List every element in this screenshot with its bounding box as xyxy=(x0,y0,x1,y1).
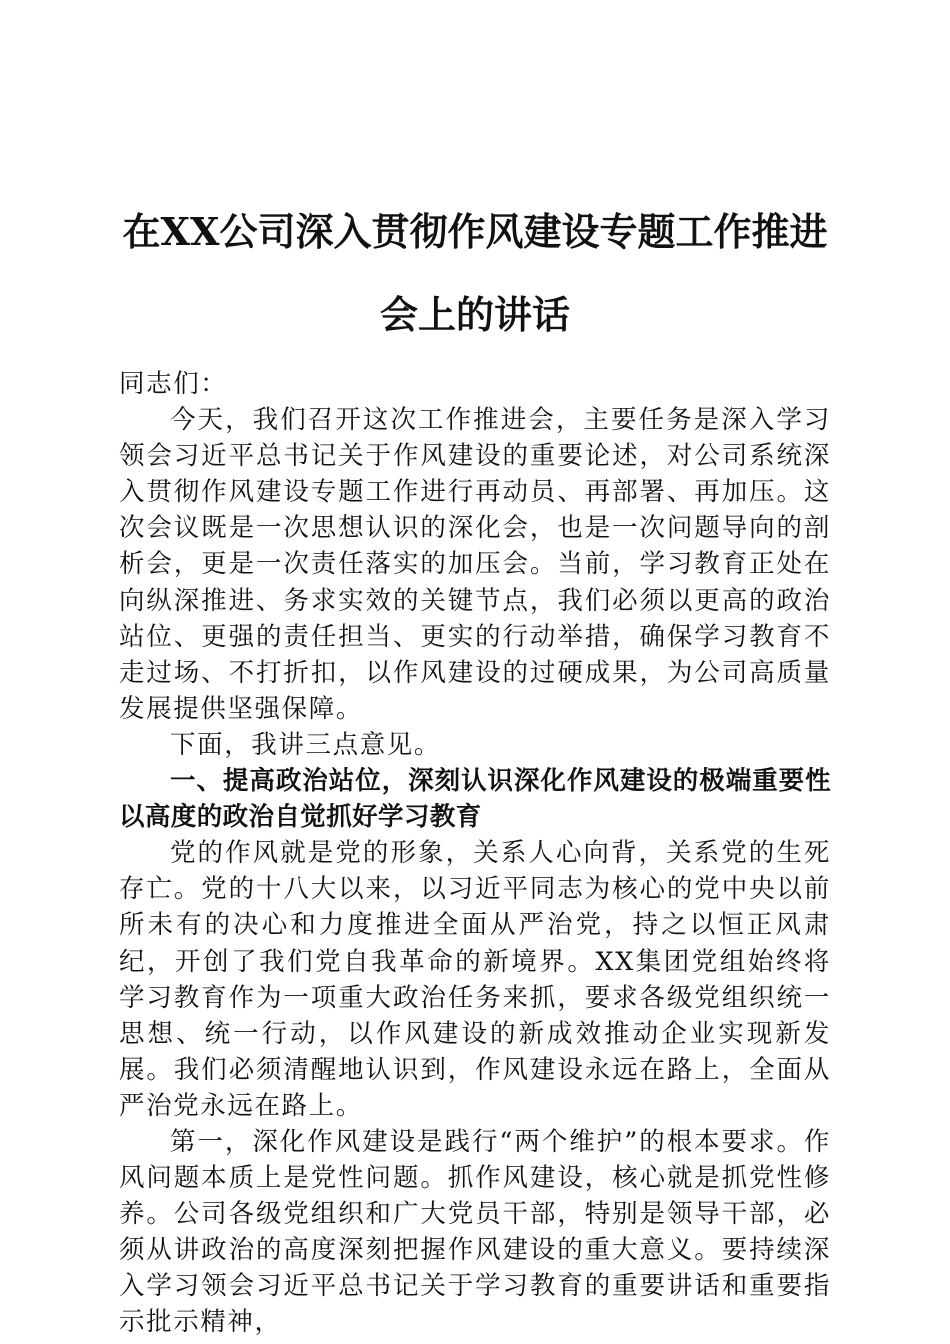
paragraph-intro-points: 下面，我讲三点意见。 xyxy=(170,729,442,760)
document-body xyxy=(119,366,831,1341)
section-heading: 一、提高政治站位，深刻认识深化作风建设的极端重要性以高度的政治自觉抓好学习教育 xyxy=(119,766,831,833)
paragraph-section-body: 党的作风就是党的形象，关系人心向背，关系党的生死存亡。党的十八大以来，以习近平同志为核心的党中央以前所未有的决心和力度推进全面从严治党，持之以恒正风肃纪，开创了我们党自我革命的新境界。XX集团党组始终将学习教育作为一项重大政治任务来抓，要求各级党组织统一思想、统一行动，以作风建设的新成效推动企业实现新发展。我们必须清醒地认识到，作风建设永远在路上，全面从严治党永远在路上。 xyxy=(119,838,831,1121)
paragraph-first-point: 第一，深化作风建设是践行“两个维护”的根本要求。作风问题本质上是党性问题。抓作风建设，核心就是抓党性修养。公司各级党组织和广大党员干部，特别是领导干部，必须从讲政治的高度深刻把握作风建设的重大意义。要持续深入学习领会习近平总书记关于学习教育的重要讲话和重要指示批示精神， xyxy=(119,1126,831,1338)
paragraph-opening: 今天，我们召开这次工作推进会，主要任务是深入学习领会习近平总书记关于作风建设的重要论述，对公司系统深入贯彻作风建设专题工作进行再动员、再部署、再加压。这次会议既是一次思想认识的深化会，也是一次问题导向的剖析会，更是一次责任落实的加压会。当前，学习教育正处在向纵深推进、务求实效的关键节点，我们必须以更高的政治站位、更强的责任担当、更实的行动举措，确保学习教育不走过场、不打折扣，以作风建设的过硬成果，为公司高质量发展提供坚强保障。 xyxy=(119,405,831,724)
document-title: 在XX公司深入贯彻作风建设专题工作推进会上的讲话 xyxy=(122,209,828,337)
salutation: 同志们： xyxy=(119,369,228,399)
